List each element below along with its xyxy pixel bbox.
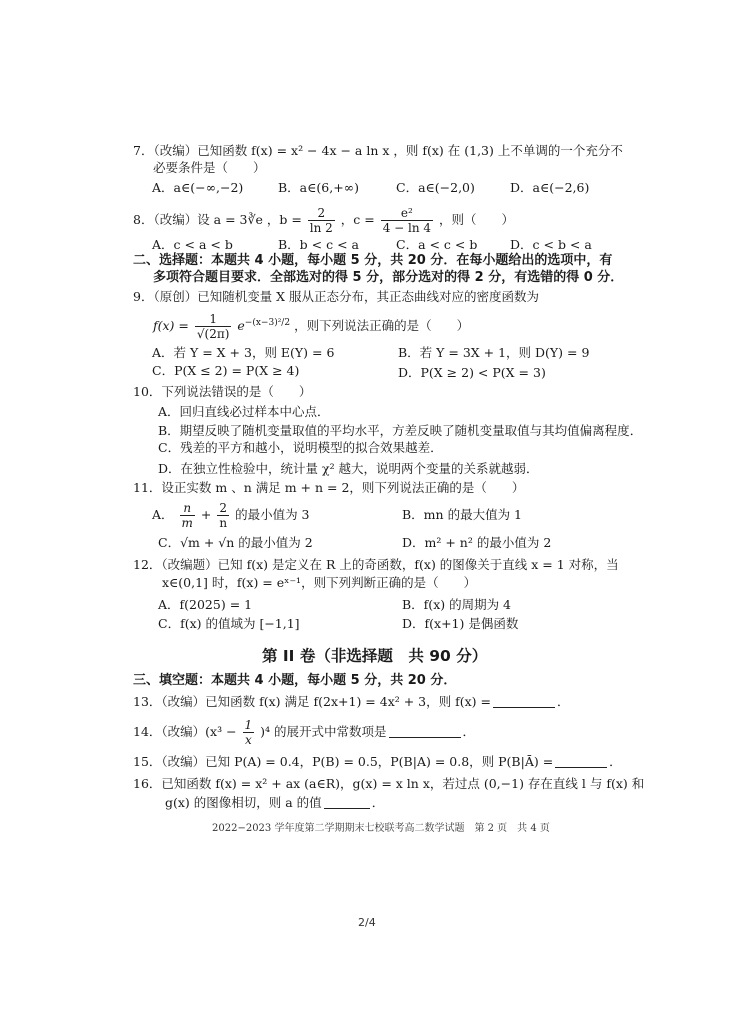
q13 <box>133 694 570 710</box>
q12-option-a: A．f(2025) = 1 <box>158 597 253 612</box>
q13-tail: ． <box>556 694 570 709</box>
q8-fraction-b-numerator: 2 <box>308 206 335 221</box>
q16-line1: 16．已知函数 f(x) = x² + ax (a∈R)，g(x) = x ln x，若过点 (0,−1) 存在直线 l 与 f(x) 和 <box>133 776 645 791</box>
q11-option-d: D．m² + n² 的最小值为 2 <box>402 535 552 550</box>
q10-stem: 10．下列说法错误的是（ ） <box>133 384 312 399</box>
q9-formula-base: e <box>237 318 245 334</box>
q8-fraction-c-numerator: e² <box>381 206 433 221</box>
q7-stem-line2: 必要条件是（ ） <box>153 160 266 175</box>
q11-option-a <box>152 498 310 532</box>
q8-stem-part-a: 8．（改编）设 a = 3∛e ，b = <box>133 212 302 227</box>
q12-stem-line1: 12．（改编题）已知 f(x) 是定义在 R 上的奇函数，f(x) 的图像关于直线 x = 1 对称，当 <box>133 557 619 572</box>
q7-stem-line1: 7．（改编）已知函数 f(x) = x² − 4x − a ln x ，则 f(x) 在 (1,3) 上不单调的一个充分不 <box>133 143 623 158</box>
q12-option-b: B．f(x) 的周期为 4 <box>402 597 512 612</box>
q9-fraction-numerator: 1 <box>195 312 232 327</box>
q11-stem: 11．设正实数 m 、n 满足 m + n = 2，则下列说法正确的是（ ） <box>133 480 525 495</box>
q8-fraction-b-denominator: ln 2 <box>309 221 333 235</box>
q12-stem-line2: x∈(0,1] 时，f(x) = eˣ⁻¹，则下列判断正确的是（ ） <box>162 575 477 590</box>
q9-formula-exponent: −(x−3)²/2 <box>244 318 291 328</box>
q10-option-d: D．在独立性检验中，统计量 χ² 越大，说明两个变量的关系就越弱． <box>158 461 539 476</box>
q15-text: 15．（改编）已知 P(A) = 0.4，P(B) = 0.5，P(B|A) = 0.8，则 P(B|Ā) = <box>133 754 554 769</box>
q14-tail: ． <box>462 724 476 739</box>
q10-option-a: A．回归直线必过样本中心点． <box>158 404 330 419</box>
q11-fraction-1-denominator: m <box>181 516 193 530</box>
q9-formula-tail: ，则下列说法正确的是（ ） <box>294 318 470 334</box>
q8-stem <box>133 204 514 236</box>
q11-fraction-2-denominator: n <box>219 516 228 530</box>
q8-option-c: C．a < c < b <box>396 237 478 252</box>
q8-option-b: B．b < c < a <box>278 237 359 252</box>
q11-fraction-1 <box>180 501 195 530</box>
q14-fraction-numerator: 1 <box>244 718 253 732</box>
section-3-heading: 三、填空题：本题共 4 小题，每小题 5 分，共 20 分． <box>133 673 457 688</box>
page-footer: 2022−2023 学年度第二学期期末七校联考高二数学试题 第 2 页 共 4 页 <box>212 823 550 834</box>
q8-stem-part-b: ，c = <box>340 212 375 227</box>
q8-option-a: A．c < a < b <box>152 237 233 252</box>
part-2-title: 第 II 卷（非选择题 共 90 分） <box>262 647 488 665</box>
q10-option-b: B．期望反映了随机变量取值的平均水平，方差反映了随机变量取值与其均值偏离程度． <box>158 423 643 438</box>
q16-line2 <box>165 795 384 811</box>
q11-option-b: B．mn 的最大值为 1 <box>402 507 522 522</box>
q14 <box>133 716 475 748</box>
q9-fraction-denominator: √(2π) <box>196 327 230 342</box>
q16-tail: ． <box>371 795 385 810</box>
q12-option-c: C．f(x) 的值域为 [−1,1] <box>158 616 300 631</box>
q11-option-a-tail: 的最小值为 3 <box>235 507 310 522</box>
q7-option-c: C．a∈(−2,0) <box>396 180 475 195</box>
q7-option-d: D．a∈(−2,6) <box>510 180 590 195</box>
q15-tail: ． <box>609 754 622 769</box>
q15 <box>133 754 622 770</box>
q9-formula-lhs: f(x) = <box>153 318 189 334</box>
q14-fraction <box>243 718 255 747</box>
page-number: 2/4 <box>358 916 376 929</box>
q16-text: g(x) 的图像相切，则 a 的值 <box>165 795 322 810</box>
q14-text-b: )⁴ 的展开式中常数项是 <box>260 724 387 739</box>
q11-fraction-2-numerator: 2 <box>217 501 229 516</box>
q8-fraction-c-denominator: 4 − ln 4 <box>382 221 432 235</box>
section-2-heading-line2: 多项符合题目要求．全部选对的得 5 分，部分选对的得 2 分，有选错的得 0 分． <box>153 270 624 285</box>
q8-fraction-b <box>308 206 335 235</box>
q7-option-b: B．a∈(6,+∞) <box>278 180 359 195</box>
q11-fraction-1-numerator: n <box>180 501 195 516</box>
q8-stem-part-c: ，则（ ） <box>439 212 515 227</box>
q13-answer-blank <box>493 706 555 708</box>
q7-option-a: A．a∈(−∞,−2) <box>152 180 244 195</box>
q9-fraction <box>195 312 232 341</box>
q15-answer-blank <box>555 766 607 768</box>
q11-option-c: C．√m + √n 的最小值为 2 <box>158 535 313 550</box>
q11-option-a-plus: + <box>200 507 212 522</box>
q9-option-a: A．若 Y = X + 3，则 E(Y) = 6 <box>152 345 335 360</box>
q11-fraction-2 <box>217 501 229 530</box>
q9-density-formula <box>153 306 469 343</box>
q9-option-c: C．P(X ≤ 2) = P(X ≥ 4) <box>152 363 300 378</box>
q10-option-c: C．残差的平方和越小，说明模型的拟合效果越差． <box>158 440 443 455</box>
q14-text-a: 14．（改编）(x³ − <box>133 724 237 739</box>
q11-option-a-label: A． <box>152 507 174 522</box>
q9-option-b: B．若 Y = 3X + 1，则 D(Y) = 9 <box>398 345 590 360</box>
q8-fraction-c <box>381 206 433 235</box>
q13-text: 13．（改编）已知函数 f(x) 满足 f(2x+1) = 4x² + 3，则 f(x) = <box>133 694 491 709</box>
q9-option-d: D．P(X ≥ 2) < P(X = 3) <box>398 365 546 380</box>
section-2-heading-line1: 二、选择题：本题共 4 小题，每小题 5 分，共 20 分．在每小题给出的选项中，有 <box>133 253 613 268</box>
q14-answer-blank <box>389 736 461 738</box>
q8-option-d: D．c < b < a <box>510 237 592 252</box>
q12-option-d: D．f(x+1) 是偶函数 <box>402 616 519 631</box>
q9-stem-line1: 9．（原创）已知随机变量 X 服从正态分布，其正态曲线对应的密度函数为 <box>133 289 540 304</box>
q16-answer-blank <box>324 807 370 809</box>
q14-fraction-denominator: x <box>244 733 252 747</box>
